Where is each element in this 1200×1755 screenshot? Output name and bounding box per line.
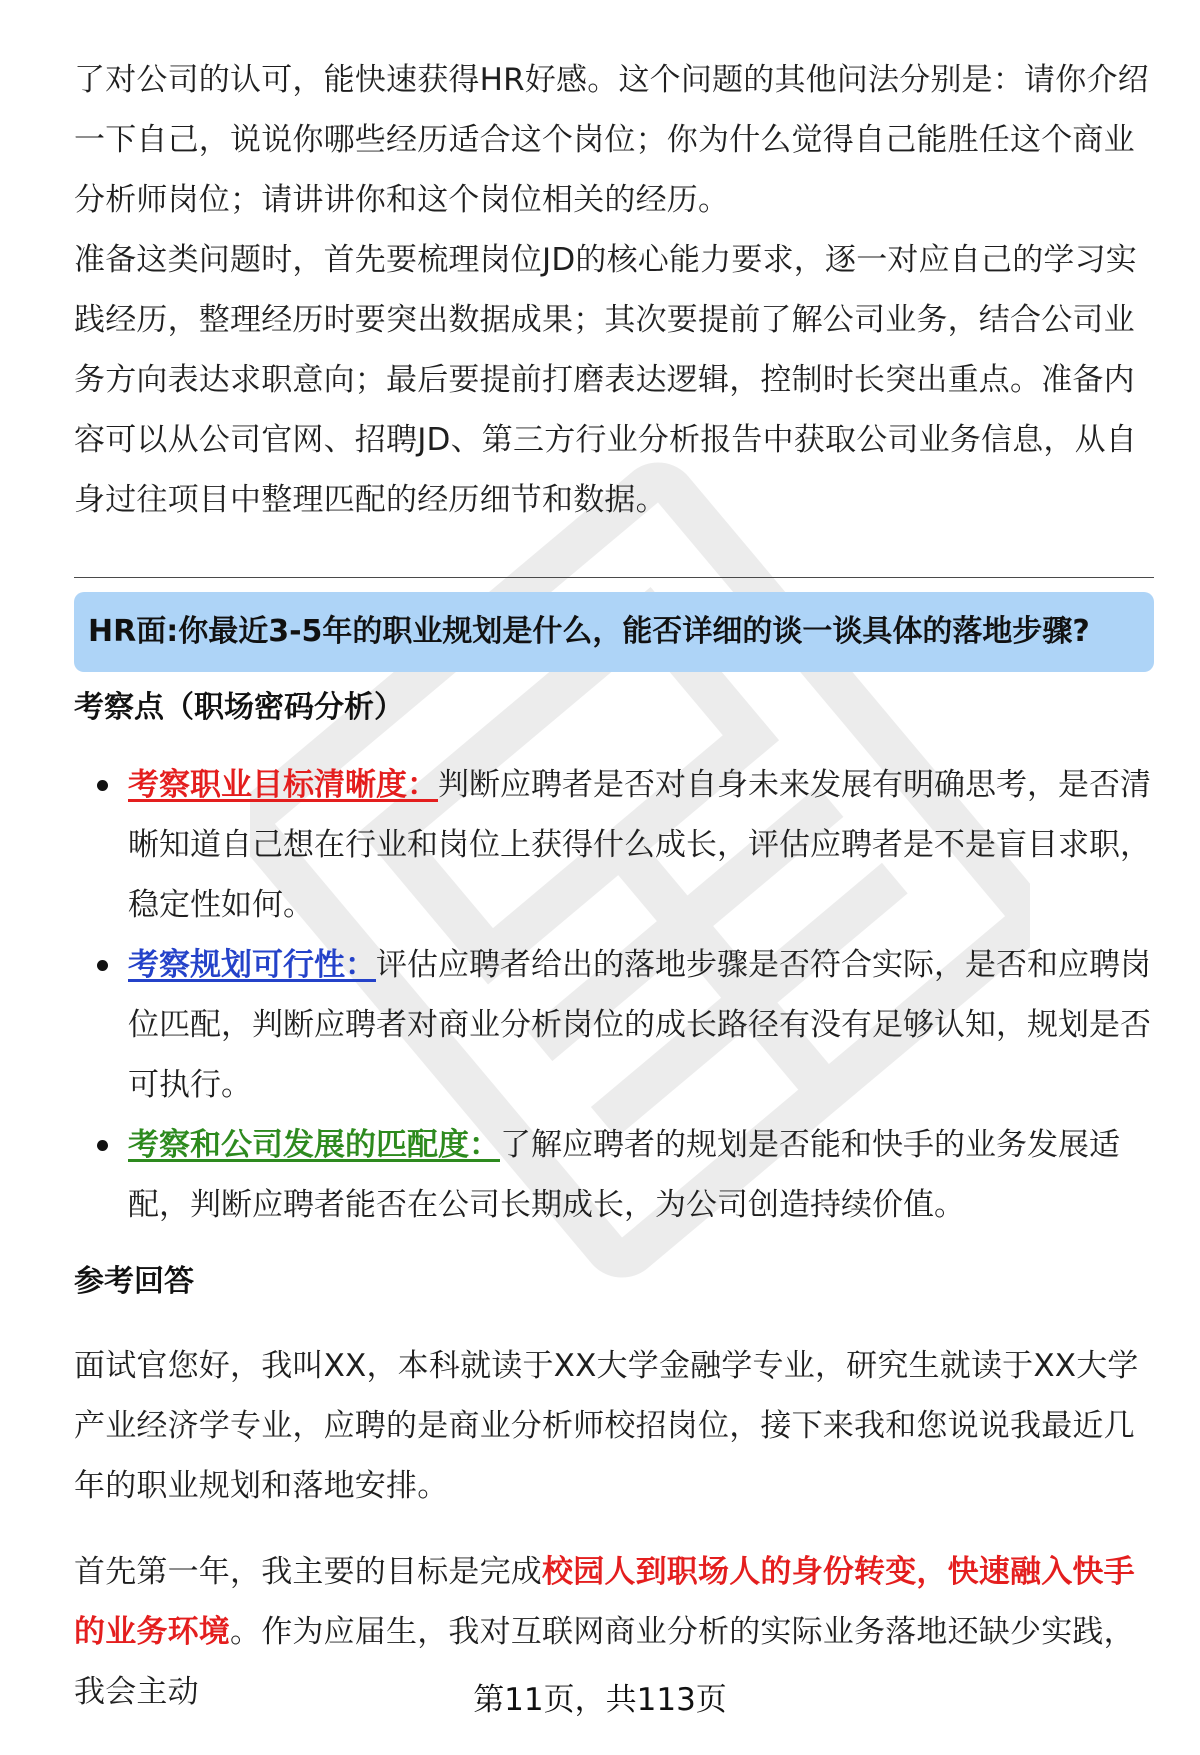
intro-paragraph: 了对公司的认可，能快速获得HR好感。这个问题的其他问法分别是：请你介绍一下自己，说说你哪些经历适合这个岗位；你为什么觉得自己能胜任这个商业分析师岗位；请讲讲你和这个岗位相关的经历。 [74,62,1149,218]
bullet-icon [97,960,108,971]
list-item [0,935,1154,1115]
point-keyword: 考察和公司发展的匹配度： [128,1127,500,1163]
preparation-paragraph: 准备这类问题时，首先要梳理岗位JD的核心能力要求，逐一对应自己的学习实践经历，整理经历时要突出数据成果；其次要提前了解公司业务，结合公司业务方向表达求职意向；最后要提前打磨表达逻辑，控制时长突出重点。准备内容可以从公司官网、招聘JD、第三方行业分析报告中获取公司业务信息，从自身过往项目中整理匹配的经历细节和数据。 [74,242,1138,518]
page-number-footer: 第11页，共113页 [473,1682,727,1718]
answer-highlight: 校园人到职场人的身份转变，快速融入快手的业务环境 [74,1554,1135,1650]
list-item [0,1115,1154,1235]
points-heading: 考察点（职场密码分析） [74,690,404,725]
question-banner [74,592,1154,672]
answer-text-before: 首先第一年，我主要的目标是完成 [74,1554,542,1590]
point-text: 判断应聘者是否对自身未来发展有明确思考，是否清晰知道自己想在行业和岗位上获得什么成长，评估应聘者是不是盲目求职，稳定性如何。 [128,767,1151,923]
bullet-icon [97,1140,108,1151]
list-item [0,755,1154,935]
answer-heading: 参考回答 [74,1264,194,1299]
section-divider [74,577,1154,578]
answer-paragraph-intro: 面试官您好，我叫XX，本科就读于XX大学金融学专业，研究生就读于XX大学产业经济学专业，应聘的是商业分析师校招岗位，接下来我和您说说我最近几年的职业规划和落地安排。 [74,1348,1139,1504]
assessment-points-list [0,755,1200,1235]
point-text: 了解应聘者的规划是否能和快手的业务发展适配，判断应聘者能否在公司长期成长，为公司创造持续价值。 [128,1127,1120,1223]
bullet-icon [97,780,108,791]
question-text: HR面:你最近3-5年的职业规划是什么，能否详细的谈一谈具体的落地步骤? [88,614,1090,649]
answer-text-after: 。作为应届生，我对互联网商业分析的实际业务落地还缺少实践，我会主动 [74,1614,1135,1710]
point-text: 评估应聘者给出的落地步骤是否符合实际，是否和应聘岗位匹配，判断应聘者对商业分析岗位的成长路径有没有足够认知，规划是否可执行。 [128,947,1151,1103]
point-keyword: 考察职业目标清晰度： [128,767,438,803]
point-keyword: 考察规划可行性： [128,947,376,983]
